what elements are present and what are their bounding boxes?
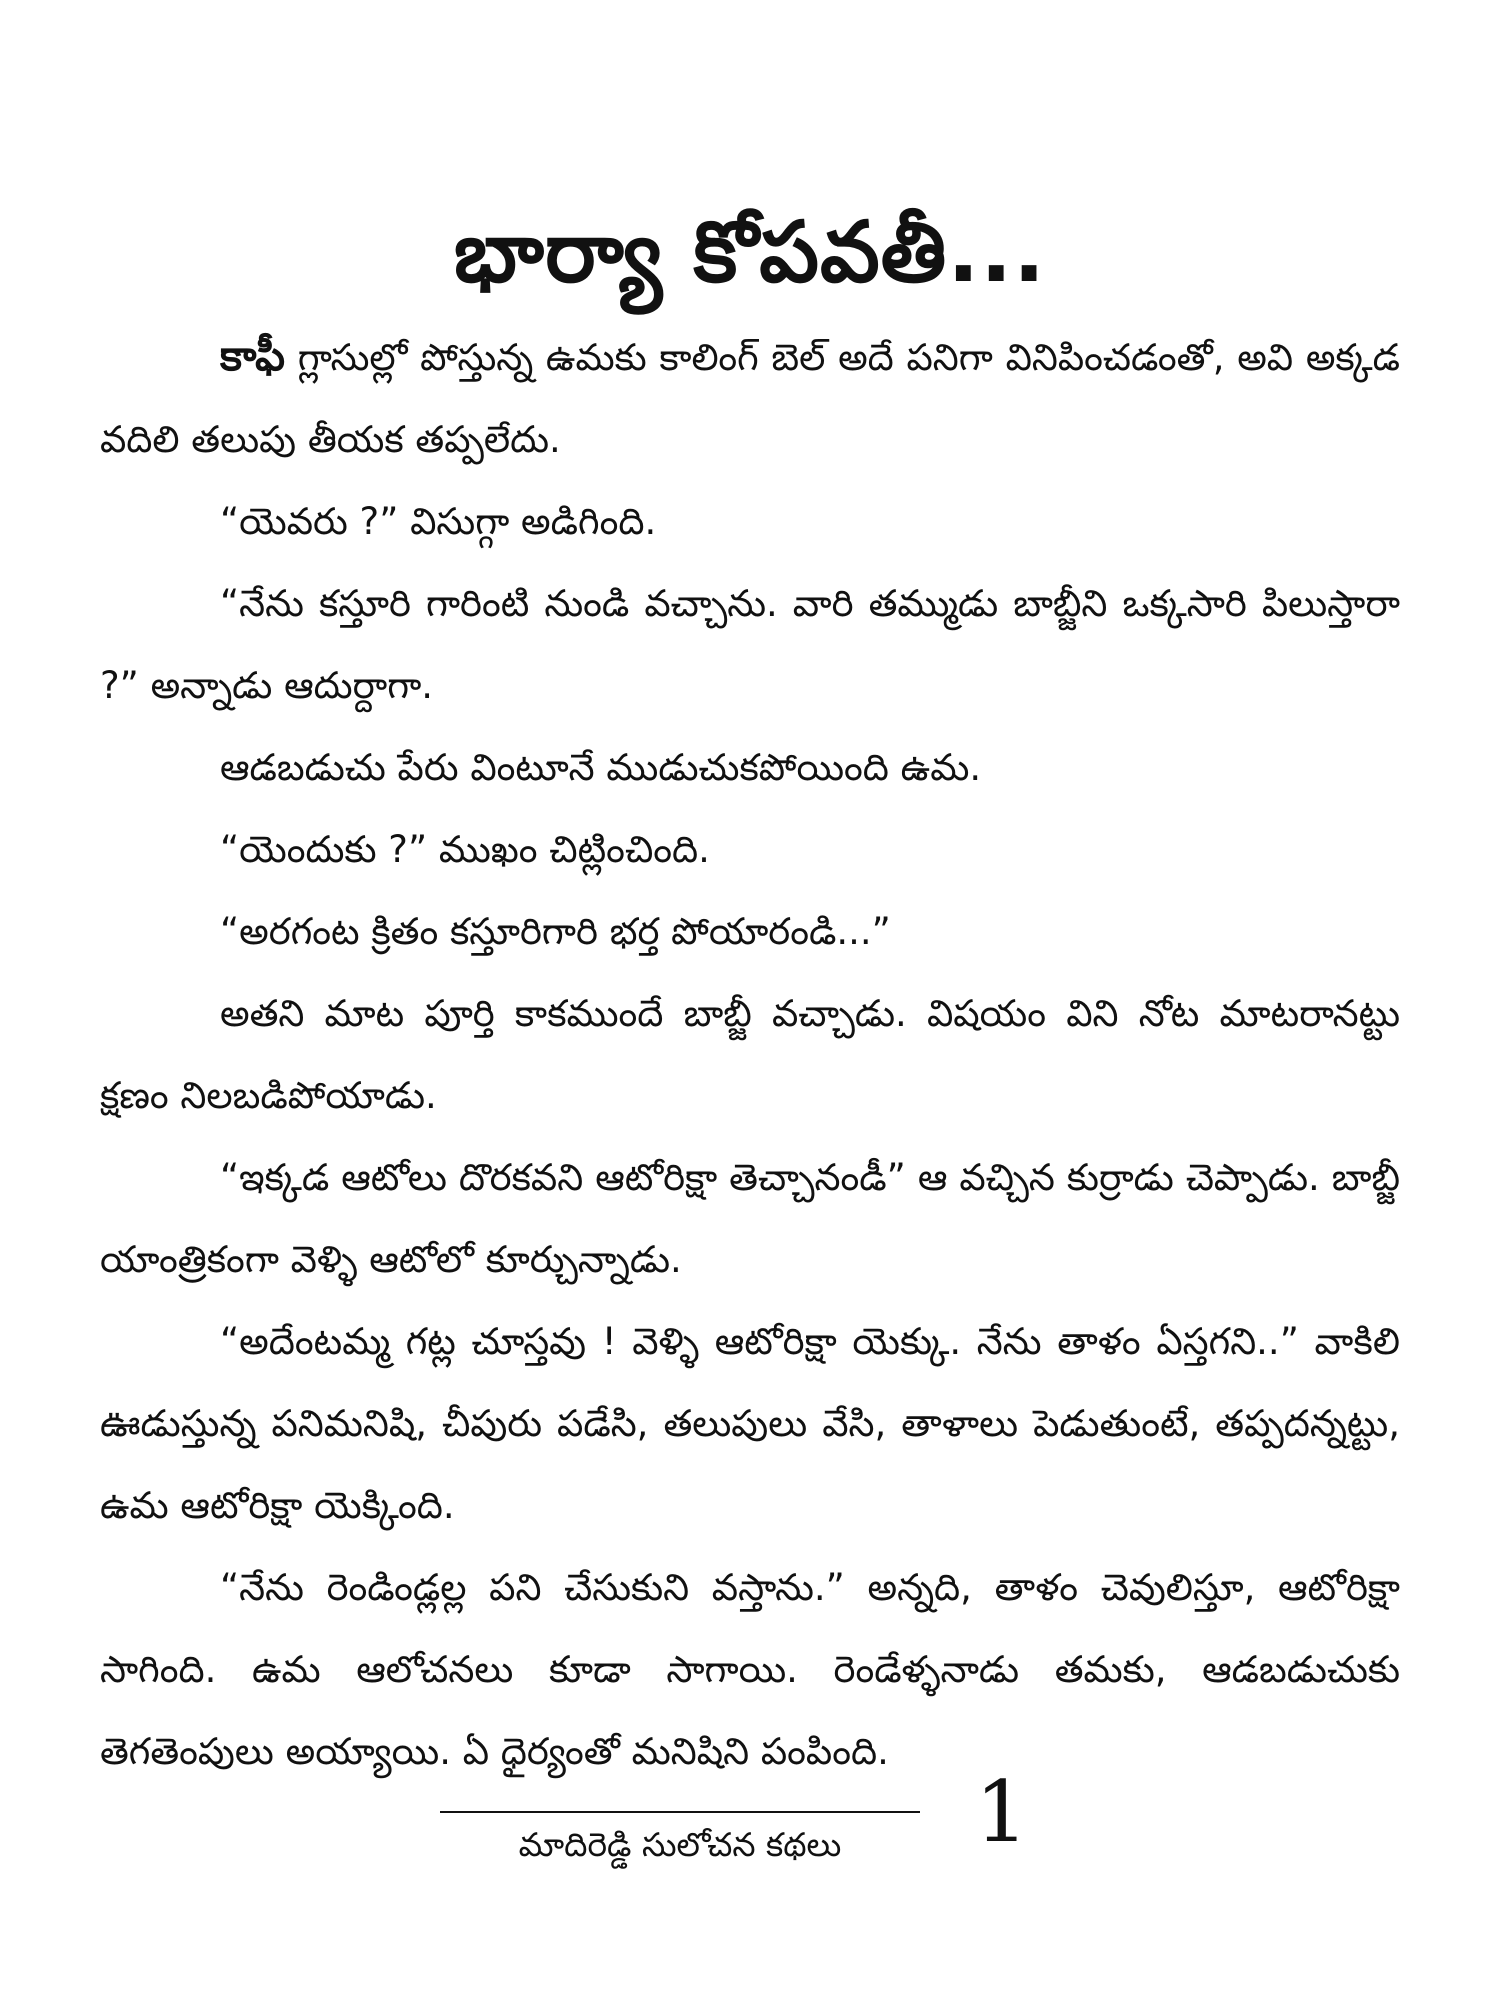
paragraph-3: “నేను కస్తూరి గారింటి నుండి వచ్చాను. వారి తమ్ముడు బాబ్జీని ఒక్కసారి పిలుస్తారా ?” అన్నాడు ఆదుర్దాగా. <box>100 582 1400 707</box>
paragraph-9: “అదేంటమ్మ గట్ల చూస్తవు ! వెళ్ళి ఆటోరిక్షా యెక్కు. నేను తాళం ఏస్తగని..” వాకిలి ఊడుస్తున్న పనిమనిషి, చీపురు పడేసి, తలుపులు వేసి, తాళాలు పెడుతుంటే, తప్పదన్నట్టు, ఉమ ఆటోరిక్షా యెక్కింది. <box>100 1320 1400 1527</box>
story-title: భార్యా కోపవతీ... <box>453 203 1047 302</box>
footer-divider <box>440 1811 920 1813</box>
paragraph-6: “అరగంట క్రితం కస్తూరిగారి భర్త పోయారండి...” <box>220 910 891 953</box>
paragraph-5: “యెందుకు ?” ముఖం చిట్లించింది. <box>220 828 710 871</box>
paragraph-7: అతని మాట పూర్తి కాకముందే బాబ్జీ వచ్చాడు. విషయం విని నోట మాటరానట్టు క్షణం నిలబడిపోయాడు. <box>100 992 1400 1117</box>
story-body <box>100 315 1400 1793</box>
paragraph-10: “నేను రెండిండ్లల్ల పని చేసుకుని వస్తాను.” అన్నది, తాళం చెవులిస్తూ, ఆటోరిక్షా సాగింది. ఉమ ఆలోచనలు కూడా సాగాయి. రెండేళ్ళనాడు తమకు, ఆడబడుచుకు తెగతెంపులు అయ్యాయి. ఏ ధైర్యంతో మనిషిని పంపింది. <box>100 1566 1400 1773</box>
paragraph-4: ఆడబడుచు పేరు వింటూనే ముడుచుకపోయింది ఉమ. <box>220 746 982 789</box>
opening-word: కాఫీ <box>220 331 285 380</box>
page-number: 1 <box>975 1763 1029 1861</box>
paragraph-1 <box>100 315 1400 481</box>
paragraph-8: “ఇక్కడ ఆటోలు దొరకవని ఆటోరిక్షా తెచ్చానండీ” ఆ వచ్చిన కుర్రాడు చెప్పాడు. బాబ్జీ యాంత్రికంగా వెళ్ళి ఆటోలో కూర్చున్నాడు. <box>100 1156 1400 1281</box>
paragraph-1-text: గ్లాసుల్లో పోస్తున్న ఉమకు కాలింగ్ బెల్ అదే పనిగా వినిపించడంతో, అవి అక్కడ వదిలి తలుపు తీయక తప్పలేదు. <box>100 336 1400 461</box>
paragraph-2: “యెవరు ?” విసుగ్గా అడిగింది. <box>220 500 657 543</box>
book-title-footer: మాదిరెడ్డి సులోచన కథలు <box>518 1825 842 1864</box>
